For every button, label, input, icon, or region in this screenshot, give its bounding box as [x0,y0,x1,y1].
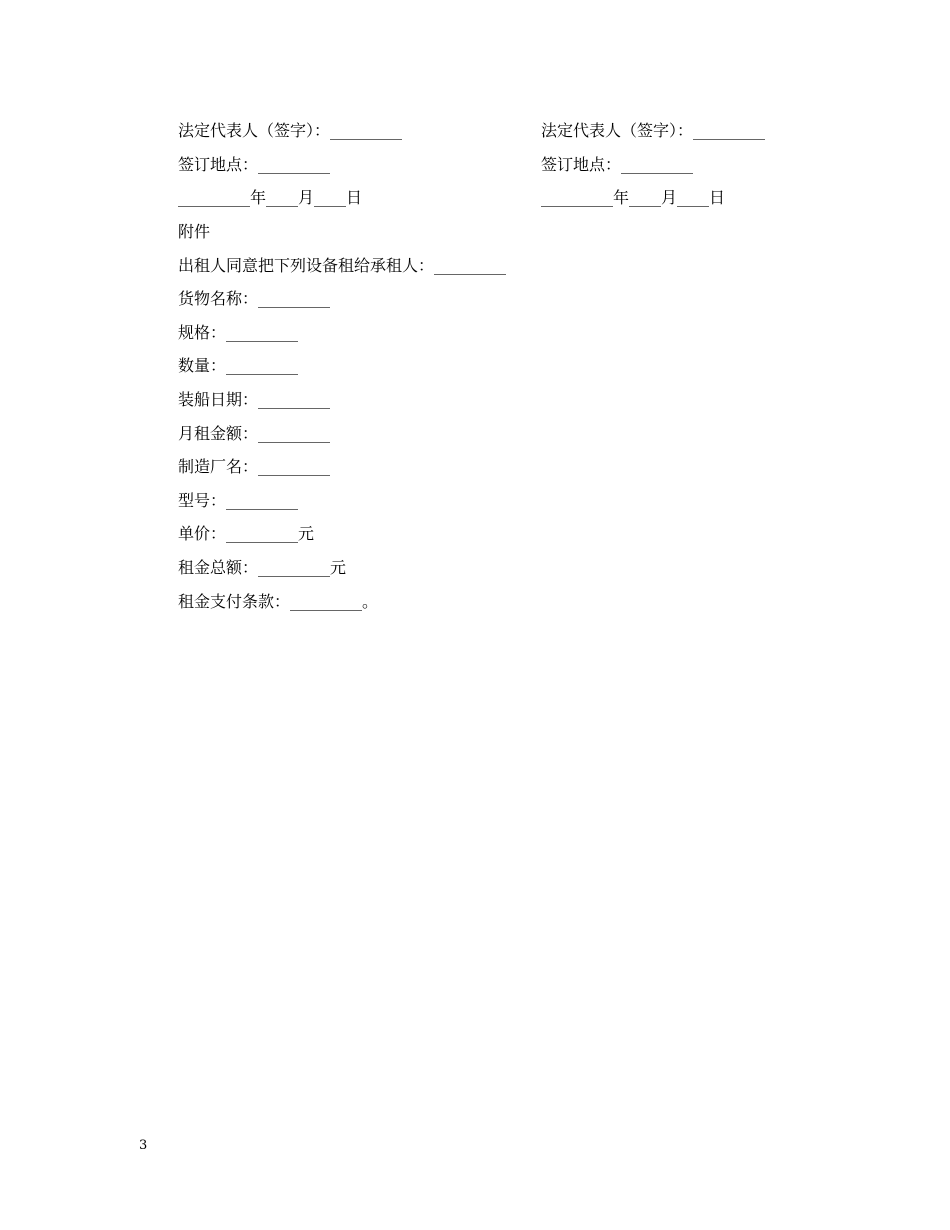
attachment-heading: 附件 [178,222,211,241]
field-goods-name: 货物名称：_________ [178,289,331,308]
field-monthly-rent: 月租金额：_________ [178,424,331,443]
field-quantity: 数量：_________ [178,356,299,375]
field-model: 型号：_________ [178,491,299,510]
left-signing-date: _________年____月____日 [178,188,363,207]
field-manufacturer: 制造厂名：_________ [178,457,331,476]
attachment-intro: 出租人同意把下列设备租给承租人：_________ [178,256,507,275]
field-total-rent: 租金总额：_________元 [178,558,347,577]
field-shipping-date: 装船日期：_________ [178,390,331,409]
right-signing-place: 签订地点：_________ [541,155,694,174]
right-signing-date: _________年____月____日 [541,188,726,207]
page-number: 3 [139,1138,148,1153]
left-representative-signature: 法定代表人（签字）：_________ [178,121,403,140]
field-payment-terms: 租金支付条款：_________。 [178,592,379,611]
left-signing-place: 签订地点：_________ [178,155,331,174]
field-unit-price: 单价：_________元 [178,524,315,543]
right-representative-signature: 法定代表人（签字）：_________ [541,121,766,140]
field-specification: 规格：_________ [178,323,299,342]
